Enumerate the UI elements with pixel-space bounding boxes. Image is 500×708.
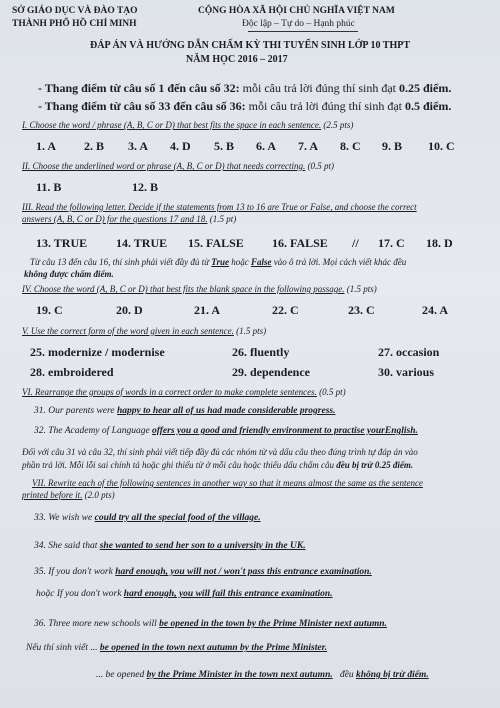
answer-12: 12. B <box>132 180 159 194</box>
answer-29: 29. dependence <box>232 365 310 379</box>
answer-26: 26. fluently <box>232 345 290 359</box>
answer-1: 1. A <box>36 139 57 153</box>
section-6-note-line-2: phần trả lời. Mỗi lỗi sai chính tả hoặc ghi thiếu từ ở mỗi câu hoặc thiếu dấu chấm câu đều bị trừ 0.25 điểm. <box>22 460 414 470</box>
section-3-instruction-line-1: III. Read the following letter. Decide if the statements from 13 to 16 are True or False, and choose the correct <box>22 202 417 212</box>
answer-28: 28. embroidered <box>30 365 114 379</box>
answer-11: 11. B <box>36 180 62 194</box>
answer-4: 4. D <box>170 139 191 153</box>
answer-35-alternative: hoặc If you don't work hard enough, you will fail this entrance examination. <box>36 589 333 599</box>
document-title: ĐÁP ÁN VÀ HƯỚNG DẪN CHẤM KỲ THI TUYỂN SINH LỚP 10 THPT <box>90 40 411 51</box>
answer-9: 9. B <box>382 139 403 153</box>
answer-3: 3. A <box>128 139 149 153</box>
answer-6: 6. A <box>256 139 277 153</box>
country-name: CỘNG HÒA XÃ HỘI CHỦ NGHĨA VIỆT NAM <box>198 6 395 16</box>
section-7-instruction-line-1: VII. Rewrite each of the following sentences in another way so that it means almost the same as the sentence <box>32 478 423 488</box>
department-name: SỞ GIÁO DỤC VÀ ĐÀO TẠO <box>12 6 138 16</box>
answer-27: 27. occasion <box>378 345 440 359</box>
answer-21: 21. A <box>194 303 221 317</box>
national-motto: Độc lập – Tự do – Hạnh phúc <box>242 19 355 29</box>
answer-32: 32. The Academy of Language offers you a good and friendly environment to practise yourEnglish. <box>34 426 418 436</box>
motto-underline <box>248 31 358 32</box>
answer-36-note-2: ... be opened by the Prime Minister in the town next autumn. đều không bị trừ điểm. <box>96 670 429 680</box>
answer-13: 13. TRUE <box>36 236 88 250</box>
answer-30: 30. various <box>378 365 435 379</box>
answer-24: 24. A <box>422 303 449 317</box>
answer-separator: // <box>352 236 359 250</box>
section-7-instruction-line-2: printed before it. (2.0 pts) <box>22 490 115 500</box>
school-year: NĂM HỌC 2016 – 2017 <box>186 54 288 65</box>
answer-18: 18. D <box>426 236 453 250</box>
answer-20: 20. D <box>116 303 143 317</box>
answer-7: 7. A <box>298 139 319 153</box>
answer-36-note-1: Nếu thí sinh viết ... be opened in the town next autumn by the Prime Minister. <box>26 643 328 653</box>
city-name: THÀNH PHỐ HỒ CHÍ MINH <box>12 19 137 29</box>
section-4-instruction: IV. Choose the word (A, B, C or D) that best fits the blank space in the following passage. (1.5 pts) <box>22 284 377 294</box>
scoring-line-1: - Thang điểm từ câu số 1 đến câu số 32: mỗi câu trả lời đúng thí sinh đạt 0.25 điểm. <box>38 81 452 95</box>
scoring-line-2: - Thang điểm từ câu số 33 đến câu số 36: mỗi câu trả lời đúng thí sinh đạt 0.5 điểm. <box>38 99 452 113</box>
section-2-instruction: II. Choose the underlined word or phrase (A, B, C or D) that needs correcting. (0.5 pt) <box>22 161 335 171</box>
answer-5: 5. B <box>214 139 235 153</box>
section-6-note-line-1: Đối với câu 31 và câu 32, thí sinh phải viết tiếp đầy đủ các nhóm từ và dấu câu theo đúng trình tự đáp án vào <box>22 447 418 457</box>
answer-23: 23. C <box>348 303 375 317</box>
answer-36: 36. Three more new schools will be opened in the town by the Prime Minister next autumn. <box>34 619 387 629</box>
answer-16: 16. FALSE <box>272 236 328 250</box>
answer-22: 22. C <box>272 303 299 317</box>
answer-17: 17. C <box>378 236 405 250</box>
answer-31: 31. Our parents were happy to hear all of us had made considerable progress. <box>34 406 336 416</box>
answer-14: 14. TRUE <box>116 236 168 250</box>
section-3-instruction-line-2: answers (A, B, C or D) for the questions 17 and 18. (1.5 pt) <box>22 214 237 224</box>
section-5-instruction: V. Use the correct form of the word given in each sentence. (1.5 pts) <box>22 326 267 336</box>
section-3-note-line-2: không được chấm điểm. <box>24 269 114 279</box>
answer-35: 35. If you don't work hard enough, you will not / won't pass this entrance examination. <box>34 567 372 577</box>
section-6-instruction: VI. Rearrange the groups of words in a correct order to make complete sentences. (0.5 pt) <box>22 387 346 397</box>
answer-19: 19. C <box>36 303 63 317</box>
answer-33: 33. We wish we could try all the special food of the village. <box>34 513 261 523</box>
answer-2: 2. B <box>84 139 105 153</box>
answer-25: 25. modernize / modernise <box>30 345 165 359</box>
answer-15: 15. FALSE <box>188 236 244 250</box>
answer-10: 10. C <box>428 139 455 153</box>
answer-34: 34. She said that she wanted to send her son to a university in the UK. <box>34 541 306 551</box>
answer-8: 8. C <box>340 139 361 153</box>
section-1-instruction: I. Choose the word / phrase (A, B, C or D) that best fits the space in each sentence. (2.5 pts) <box>22 120 354 130</box>
section-3-note-line-1: Từ câu 13 đến câu 16, thí sinh phải viết đầy đủ từ True hoặc False vào ô trả lời. Mọi cách viết khác đều <box>30 257 407 267</box>
